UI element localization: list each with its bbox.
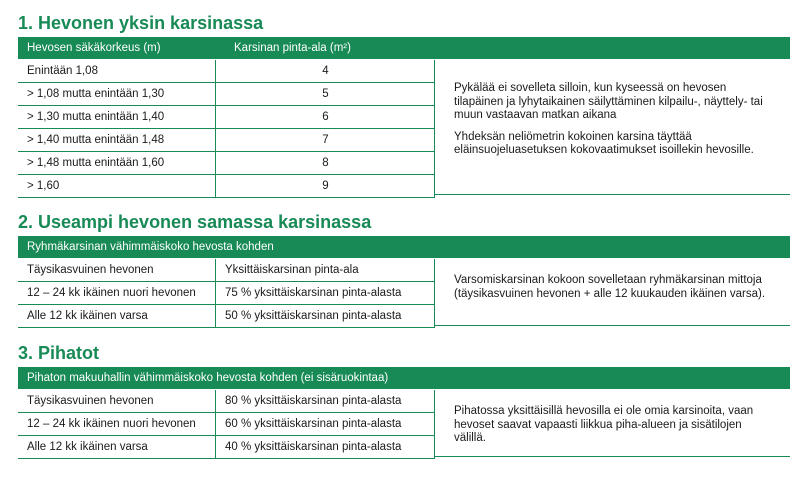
size-cell: 80 % yksittäiskarsinan pinta-alasta xyxy=(225,395,402,407)
area-cell: 4 xyxy=(322,65,329,77)
area-cell: 5 xyxy=(322,88,329,100)
height-cell: > 1,08 mutta enintään 1,30 xyxy=(27,88,165,100)
height-cell: > 1,30 mutta enintään 1,40 xyxy=(27,111,165,123)
horse-type-cell: Alle 12 kk ikäinen varsa xyxy=(27,310,148,322)
horse-type-cell: 12 – 24 kk ikäinen nuori hevonen xyxy=(27,287,196,299)
size-cell: 50 % yksittäiskarsinan pinta-alasta xyxy=(225,310,402,322)
area-cell: 6 xyxy=(322,111,329,123)
table-row xyxy=(18,152,435,175)
size-cell: 60 % yksittäiskarsinan pinta-alasta xyxy=(225,418,402,430)
table-row xyxy=(18,413,435,436)
section1-header-col2: Karsinan pinta-ala (m²) xyxy=(234,42,351,54)
horse-type-cell: 12 – 24 kk ikäinen nuori hevonen xyxy=(27,418,196,430)
table-row xyxy=(18,129,435,152)
size-cell: Yksittäiskarsinan pinta-ala xyxy=(225,264,359,276)
table-row xyxy=(18,60,435,83)
area-cell: 9 xyxy=(322,180,329,192)
size-cell: 40 % yksittäiskarsinan pinta-alasta xyxy=(225,441,402,453)
section3-header-label: Pihaton makuuhallin vähimmäiskoko hevosta kohden (ei sisäruokintaa) xyxy=(27,372,389,384)
height-cell: Enintään 1,08 xyxy=(27,65,98,77)
table-row xyxy=(18,175,435,198)
section2-title: 2. Useampi hevonen samassa karsinassa xyxy=(18,212,372,232)
section3-note-paragraph: Pihatossa yksittäisillä hevosilla ei ole omia karsinoita, vaan hevoset saavat vapaasti liikkua piha-alueen ja sisätilojen välillä. xyxy=(454,405,754,444)
section1-header-bar xyxy=(18,37,790,59)
height-cell: > 1,48 mutta enintään 1,60 xyxy=(27,157,165,169)
section2-note-paragraph: Varsomiskarsinan kokoon sovelletaan ryhmäkarsinan mittoja (täysikasvuinen hevonen + alle 12 kuukauden ikäinen varsa). xyxy=(454,274,766,300)
section1-note-paragraph-1: Pykälää ei sovelleta silloin, kun kyseessä on hevosen tilapäinen ja lyhytaikainen säilyttäminen kilpailu-, näyttely- tai muun vastaavan matkan aikana xyxy=(454,82,763,121)
section1-bottom-rule xyxy=(435,194,790,195)
table-row xyxy=(18,436,435,459)
section2-header-label: Ryhmäkarsinan vähimmäiskoko hevosta kohden xyxy=(27,241,274,253)
table-row xyxy=(18,106,435,129)
section2-table xyxy=(18,259,435,328)
table-row xyxy=(18,390,435,413)
horse-type-cell: Alle 12 kk ikäinen varsa xyxy=(27,441,148,453)
area-cell: 7 xyxy=(322,134,329,146)
horse-type-cell: Täysikasvuinen hevonen xyxy=(27,395,154,407)
section3-table xyxy=(18,390,435,459)
section1-note xyxy=(454,82,774,166)
section1-note-paragraph-2: Yhdeksän neliömetrin kokoinen karsina täyttää eläinsuojeluasetuksen kokovaatimukset isoillekin hevosille. xyxy=(454,130,754,156)
height-cell: > 1,60 xyxy=(27,180,60,192)
section2-header-bar xyxy=(18,236,790,258)
section3-header-bar xyxy=(18,367,790,389)
section1-title: 1. Hevonen yksin karsinassa xyxy=(18,13,264,33)
table-row xyxy=(18,282,435,305)
table-row xyxy=(18,305,435,328)
horse-type-cell: Täysikasvuinen hevonen xyxy=(27,264,154,276)
section2-note xyxy=(454,274,774,309)
table-row xyxy=(18,83,435,106)
table-row xyxy=(18,259,435,282)
section3-bottom-rule xyxy=(435,456,790,457)
size-cell: 75 % yksittäiskarsinan pinta-alasta xyxy=(225,287,402,299)
section1-table xyxy=(18,60,435,198)
section3-note xyxy=(454,405,774,454)
section2-bottom-rule xyxy=(435,325,790,326)
section1-header-col1: Hevosen säkäkorkeus (m) xyxy=(27,42,161,54)
height-cell: > 1,40 mutta enintään 1,48 xyxy=(27,134,165,146)
area-cell: 8 xyxy=(322,157,329,169)
section3-title: 3. Pihatot xyxy=(18,343,100,363)
